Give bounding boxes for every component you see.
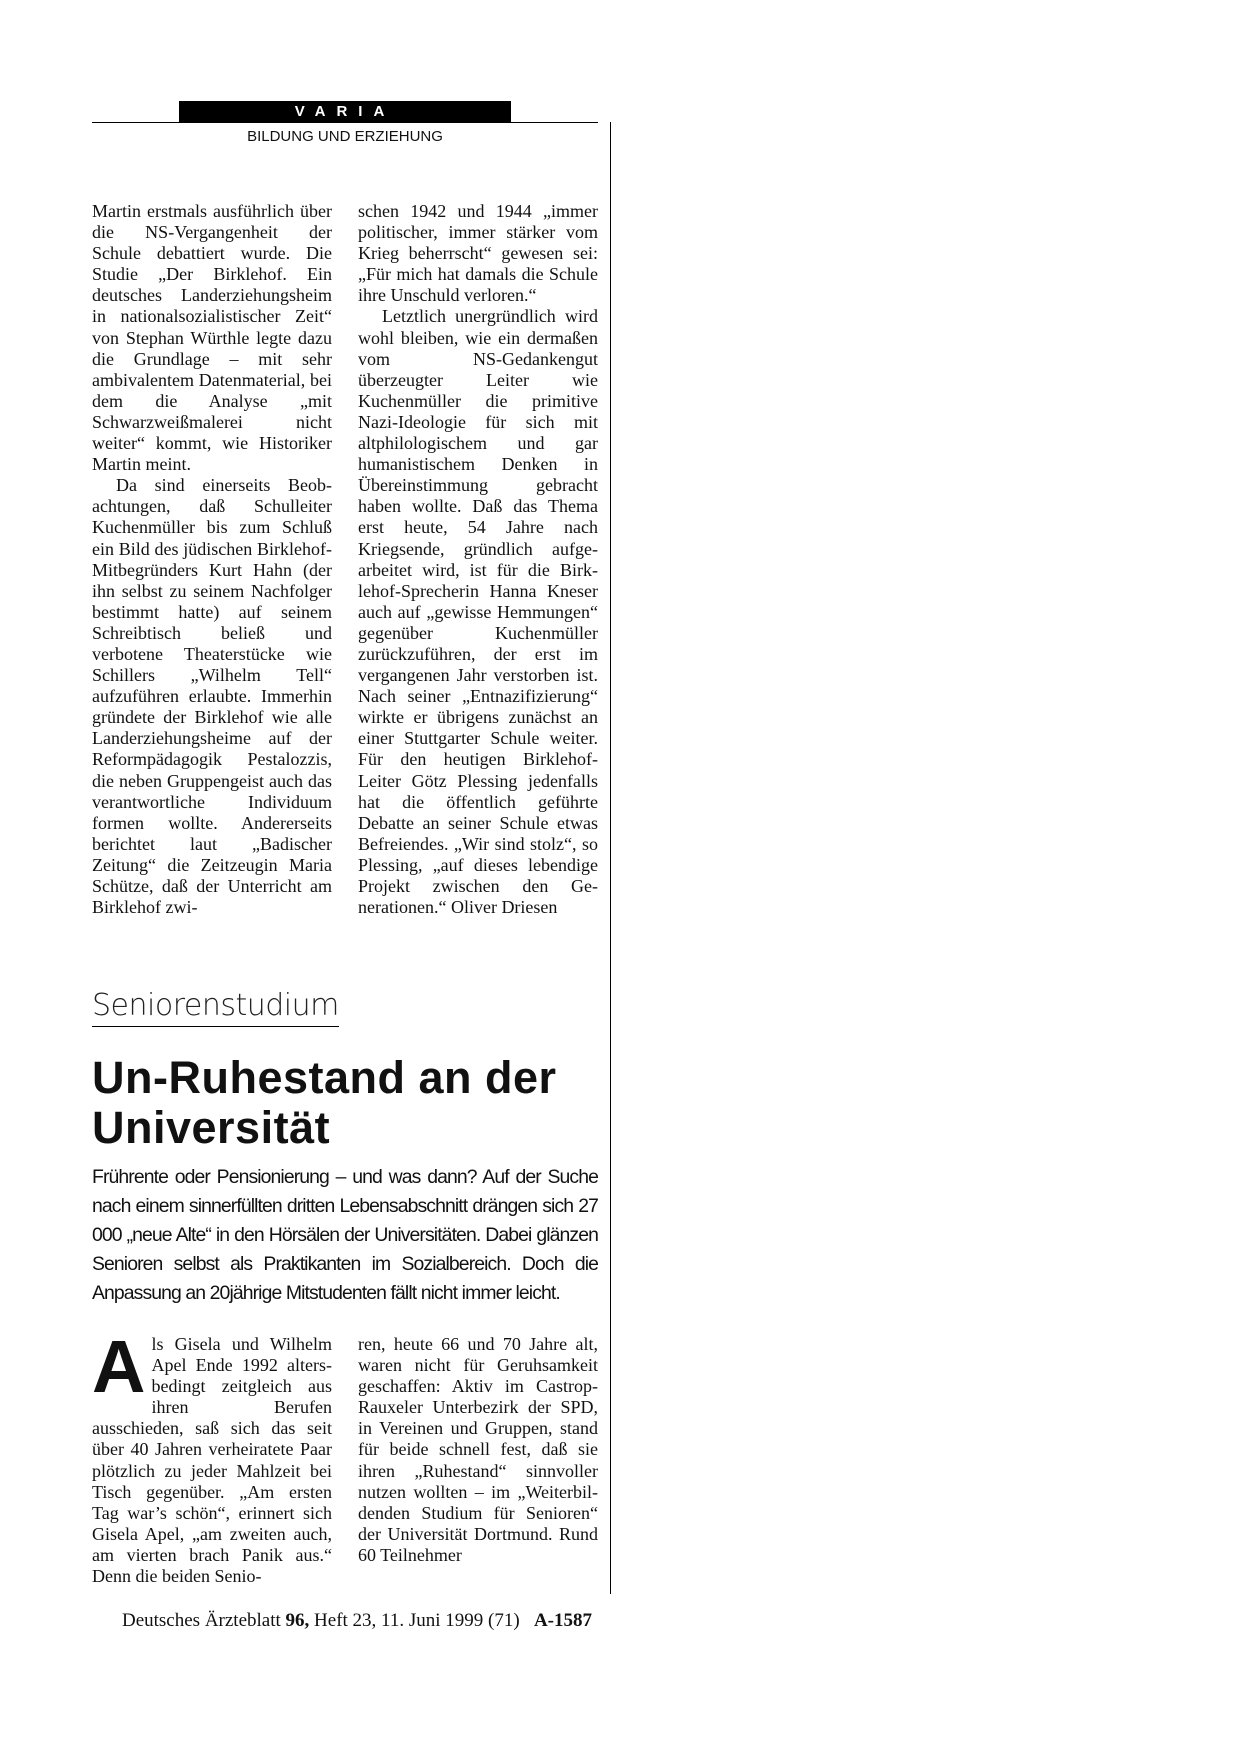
paragraph: Da sind einerseits Beobachtungen, daß Schulleiter Kuchenmüller bis zum Schluß ein Bild des jüdischen Birklehof-Mitbegründers Kurt Hahn (der ihn selbst zu seinem Nachfolger bestimmt hatte) auf seinem Schreibtisch beließ und verbotene Theaterstücke wie Schillers „Wilhelm Tell“ aufzuführen erlaubte. Immerhin gründete der Birklehof wie alle Landerziehungsheime auf der Reformpädagogik Pestalozzis, die neben Gruppengeist auch das verantwortliche Individuum formen wollte. Andererseits berichtet laut „Badischer Zeitung“ die Zeitzeugin Maria Schütze, daß der Unterricht am Birklehof zwi- [92, 475, 332, 918]
journal-name: Deutsches Ärzteblatt [121, 1610, 281, 1631]
article-lead: Frührente oder Pensionierung – und was dann? Auf der Suche nach einem sinnerfüllten dritten Lebensabschnitt drängen sich 27 000 „neue Alte“ in den Hörsälen der Universitäten. Dabei glänzen Senioren selbst als Praktikanten im Sozialbereich. Doch die Anpassung an 20jährige Mitstudenten fällt nicht immer leicht. [92, 1166, 598, 1304]
section-banner: VARIA [179, 101, 511, 122]
subsection-title: BILDUNG UND ERZIEHUNG [247, 128, 443, 145]
page-footer [96, 1610, 592, 1632]
drop-cap: A [92, 1325, 146, 1408]
journal-volume: 96, [285, 1610, 310, 1631]
issue-info: Heft 23, 11. Juni 1999 (71) [314, 1610, 520, 1631]
article-kicker: Seniorenstudium [92, 988, 339, 1027]
header-rule [92, 122, 598, 123]
column-divider-rule [610, 122, 611, 1594]
article-headline: Un-Ruhestand an der Universität [92, 1052, 557, 1153]
top-article-column-2 [358, 201, 598, 918]
paragraph: ls Gisela und Wilhelm Apel Ende 1992 altersbedingt zeitgleich aus ihren Berufen ausschieden, saß sich das seit über 40 Jahren verheiratete Paar plötzlich zu jeder Mahlzeit bei Tisch gegenüber. „Am ersten Tag war’s schön“, erinnert sich Gisela Apel, „am zweiten auch, am vierten brach Panik aus.“ Denn die beiden Senio- [92, 1334, 332, 1587]
top-article-column-1 [92, 201, 332, 918]
paragraph: Martin erstmals ausführlich über die NS-Vergangenheit der Schule debattiert wurde. Die Studie „Der Birklehof. Ein deutsches Landerziehungsheim in nationalsozialistischer Zeit“ von Stephan Würthle legte dazu die Grundlage – mit sehr ambivalentem Datenmaterial, bei dem die Analyse „mit Schwarzweißmalerei nicht weiter“ kommt, wie Historiker Martin meint. [92, 201, 332, 475]
article-column-1 [92, 1325, 332, 1587]
paragraph: ren, heute 66 und 70 Jahre alt, waren nicht für Geruhsamkeit geschaffen: Aktiv im Castrop-Rauxeler Unterbezirk der SPD, in Vereinen und Gruppen, stand für beide schnell fest, daß sie ihren „Ruhestand“ sinnvoller nutzen wollten – im „Weiterbildenden Studium für Senioren“ der Universität Dortmund. Rund 60 Teilnehmer [358, 1334, 598, 1565]
page-number: A-1587 [533, 1610, 592, 1631]
article-column-2 [358, 1334, 598, 1566]
paragraph: schen 1942 und 1944 „immer politischer, immer stärker vom Krieg beherrscht“ gewesen sei: „Für mich hat damals die Schule ihre Unschuld verloren.“ [358, 201, 598, 306]
paragraph: Letztlich unergründlich wird wohl bleiben, wie ein dermaßen vom NS-Gedankengut überzeugter Leiter wie Kuchenmüller die primitive Nazi-Ideologie für sich mit altphilologischem und gar humanistischem Denken in Übereinstimmung gebracht haben wollte. Daß das Thema erst heute, 54 Jahre nach Kriegsende, gründlich aufgearbeitet wird, ist für die Birklehof-Sprecherin Hanna Kneser auch auf „gewisse Hemmungen“ gegenüber Kuchenmüller zurückzuführen, der erst im vergangenen Jahr verstorben ist. Nach seiner „Entnazifizierung“ wirkte er übrigens zunächst an einer Stuttgarter Schule weiter. Für den heutigen Birklehof-Leiter Götz Plessing jedenfalls hat die öffentlich geführte Debatte an seiner Schule etwas Befreiendes. „Wir sind stolz“, so Plessing, „auf dieses lebendige Projekt zwischen den Generationen.“ Oliver Driesen [358, 306, 598, 918]
